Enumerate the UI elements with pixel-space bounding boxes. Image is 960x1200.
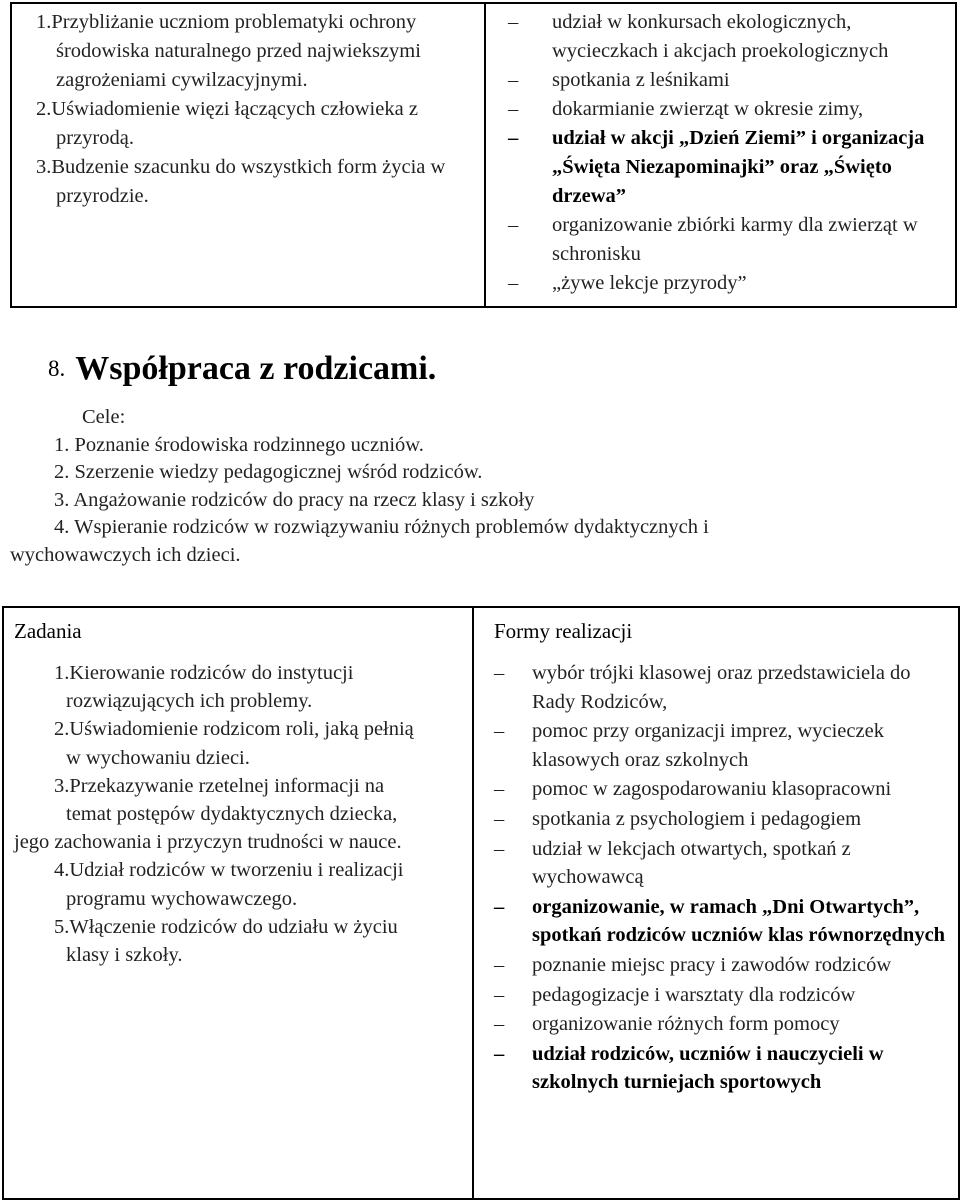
dash-bullet: – [494,720,505,743]
dash-bullet: – [494,983,505,1006]
task-item [14,913,466,969]
form-item [494,659,952,716]
dash-bullet: – [508,11,519,33]
form-item-text: organizowanie, w ramach „Dni Otwartych”, spotkań rodziców uczniów klas równorzędnych [532,895,946,947]
dash-bullet: – [494,1013,505,1036]
forms-header: Formy realizacji [494,619,633,643]
task-line: w wychowaniu dzieci. [66,746,250,769]
form-item-text: wybór trójki klasowej oraz przedstawiciela do Rady Rodziców, [532,662,911,713]
activity-item-text: „żywe lekcje przyrody” [552,272,747,294]
task-line: 3.Przekazywanie rzetelnej informacji na [54,774,385,797]
goal-item: 3. Angażowanie rodziców do pracy na rzecz klasy i szkoły [54,488,535,511]
activity-item [508,211,947,269]
form-item-text: pomoc w zagospodarowaniu klasopracowni [532,778,892,801]
forms-cell [473,607,959,1199]
objective-item: 1.Przybliżanie uczniom problematyki ochrony środowiska naturalnego przed najwiekszymi zagrożeniami cywilzacyjnymi. [36,11,421,91]
activity-item [508,269,947,298]
dash-bullet: – [508,127,519,149]
task-line: rozwiązujących ich problemy. [66,690,313,713]
dash-bullet: – [508,272,519,294]
task-line: temat postępów dydaktycznych dziecka, [66,803,398,826]
form-item [494,717,952,774]
dash-bullet: – [494,1042,505,1065]
activity-item [508,95,947,124]
form-item-text: poznanie miejsc pracy i zawodów rodziców [532,953,892,976]
form-item [494,1010,952,1039]
activity-item-text: udział w akcji „Dzień Ziemi” i organizacja „Święta Niezapominajki” oraz „Święto drzewa” [552,127,925,207]
objective-item: 3.Budzenie szacunku do wszystkich form życia w przyrodzie. [36,156,446,207]
form-item-text: organizowanie różnych form pomocy [532,1013,840,1036]
form-item [494,893,952,950]
dash-bullet: – [508,69,519,91]
form-item [494,1040,952,1097]
goal-item [10,514,950,569]
task-item [14,772,466,857]
cooperation-table [2,606,960,1200]
activity-item [508,8,947,66]
task-line: 2.Uświadomienie rodzicom roli, jaką pełnią [54,718,414,741]
goal-line: 4. Wspieranie rodziców w rozwiązywaniu różnych problemów dydaktycznych i [54,516,709,538]
form-item-text: pomoc przy organizacji imprez, wycieczek klasowych oraz szkolnych [532,720,884,771]
section-number: 8. [48,356,66,381]
task-line: 5.Włączenie rodziców do udziału w życiu [54,915,398,938]
section-title: Współpraca z rodzicami. [75,350,437,387]
form-item-text: udział rodziców, uczniów i nauczycieli w szkolnych turniejach sportowych [532,1042,884,1094]
task-line: 4.Udział rodziców w tworzeniu i realizacji [54,859,404,882]
goal-item: 2. Szerzenie wiedzy pedagogicznej wśród rodziców. [54,461,483,483]
task-line: jego zachowania i przyczyn trudności w nauce. [14,831,402,854]
forms-list [494,659,952,1097]
objectives-cell [11,3,485,307]
task-line: 1.Kierowanie rodziców do instytucji [54,662,354,684]
activity-item-text: udział w konkursach ekologicznych, wycieczkach i akcjach proekologicznych [552,11,889,62]
form-item [494,981,952,1010]
form-item [494,835,952,892]
section-heading [48,350,436,388]
activity-item [508,66,947,95]
activity-item-text: spotkania z leśnikami [552,69,730,91]
tasks-cell [3,607,473,1199]
tasks-header: Zadania [14,619,82,643]
task-line: programu wychowawczego. [66,887,298,910]
activity-item-text: organizowanie zbiórki karmy dla zwierząt w schronisku [552,214,918,265]
form-item [494,775,952,804]
dash-bullet: – [494,837,505,860]
dash-bullet: – [494,953,505,976]
form-item-text: udział w lekcjach otwartych, spotkań z wychowawcą [532,837,851,889]
task-item [14,659,466,715]
dash-bullet: – [494,662,505,684]
activities-cell [485,3,956,307]
activities-list [508,8,947,298]
dash-bullet: – [494,778,505,801]
form-item [494,951,952,980]
form-item-text: pedagogizacje i warsztaty dla rodziców [532,983,856,1006]
task-line: klasy i szkoły. [66,944,183,967]
goals-block [10,404,950,569]
activity-item [508,124,947,211]
goals-label: Cele: [82,406,126,428]
form-item [494,805,952,834]
dash-bullet: – [508,214,519,236]
task-item [14,715,466,771]
goal-line: wychowawczych ich dzieci. [10,543,241,566]
goal-item: 1. Poznanie środowiska rodzinnego uczniów. [54,433,424,456]
form-item-text: spotkania z psychologiem i pedagogiem [532,807,862,830]
objective-item: 2.Uświadomienie więzi łączących człowieka z przyrodą. [36,98,418,149]
activity-item-text: dokarmianie zwierząt w okresie zimy, [552,98,864,120]
dash-bullet: – [508,98,519,120]
tasks-list [14,659,466,969]
objectives-table [10,2,957,308]
dash-bullet: – [494,895,505,918]
task-item [14,856,466,912]
dash-bullet: – [494,807,505,830]
objectives-list [36,8,476,211]
